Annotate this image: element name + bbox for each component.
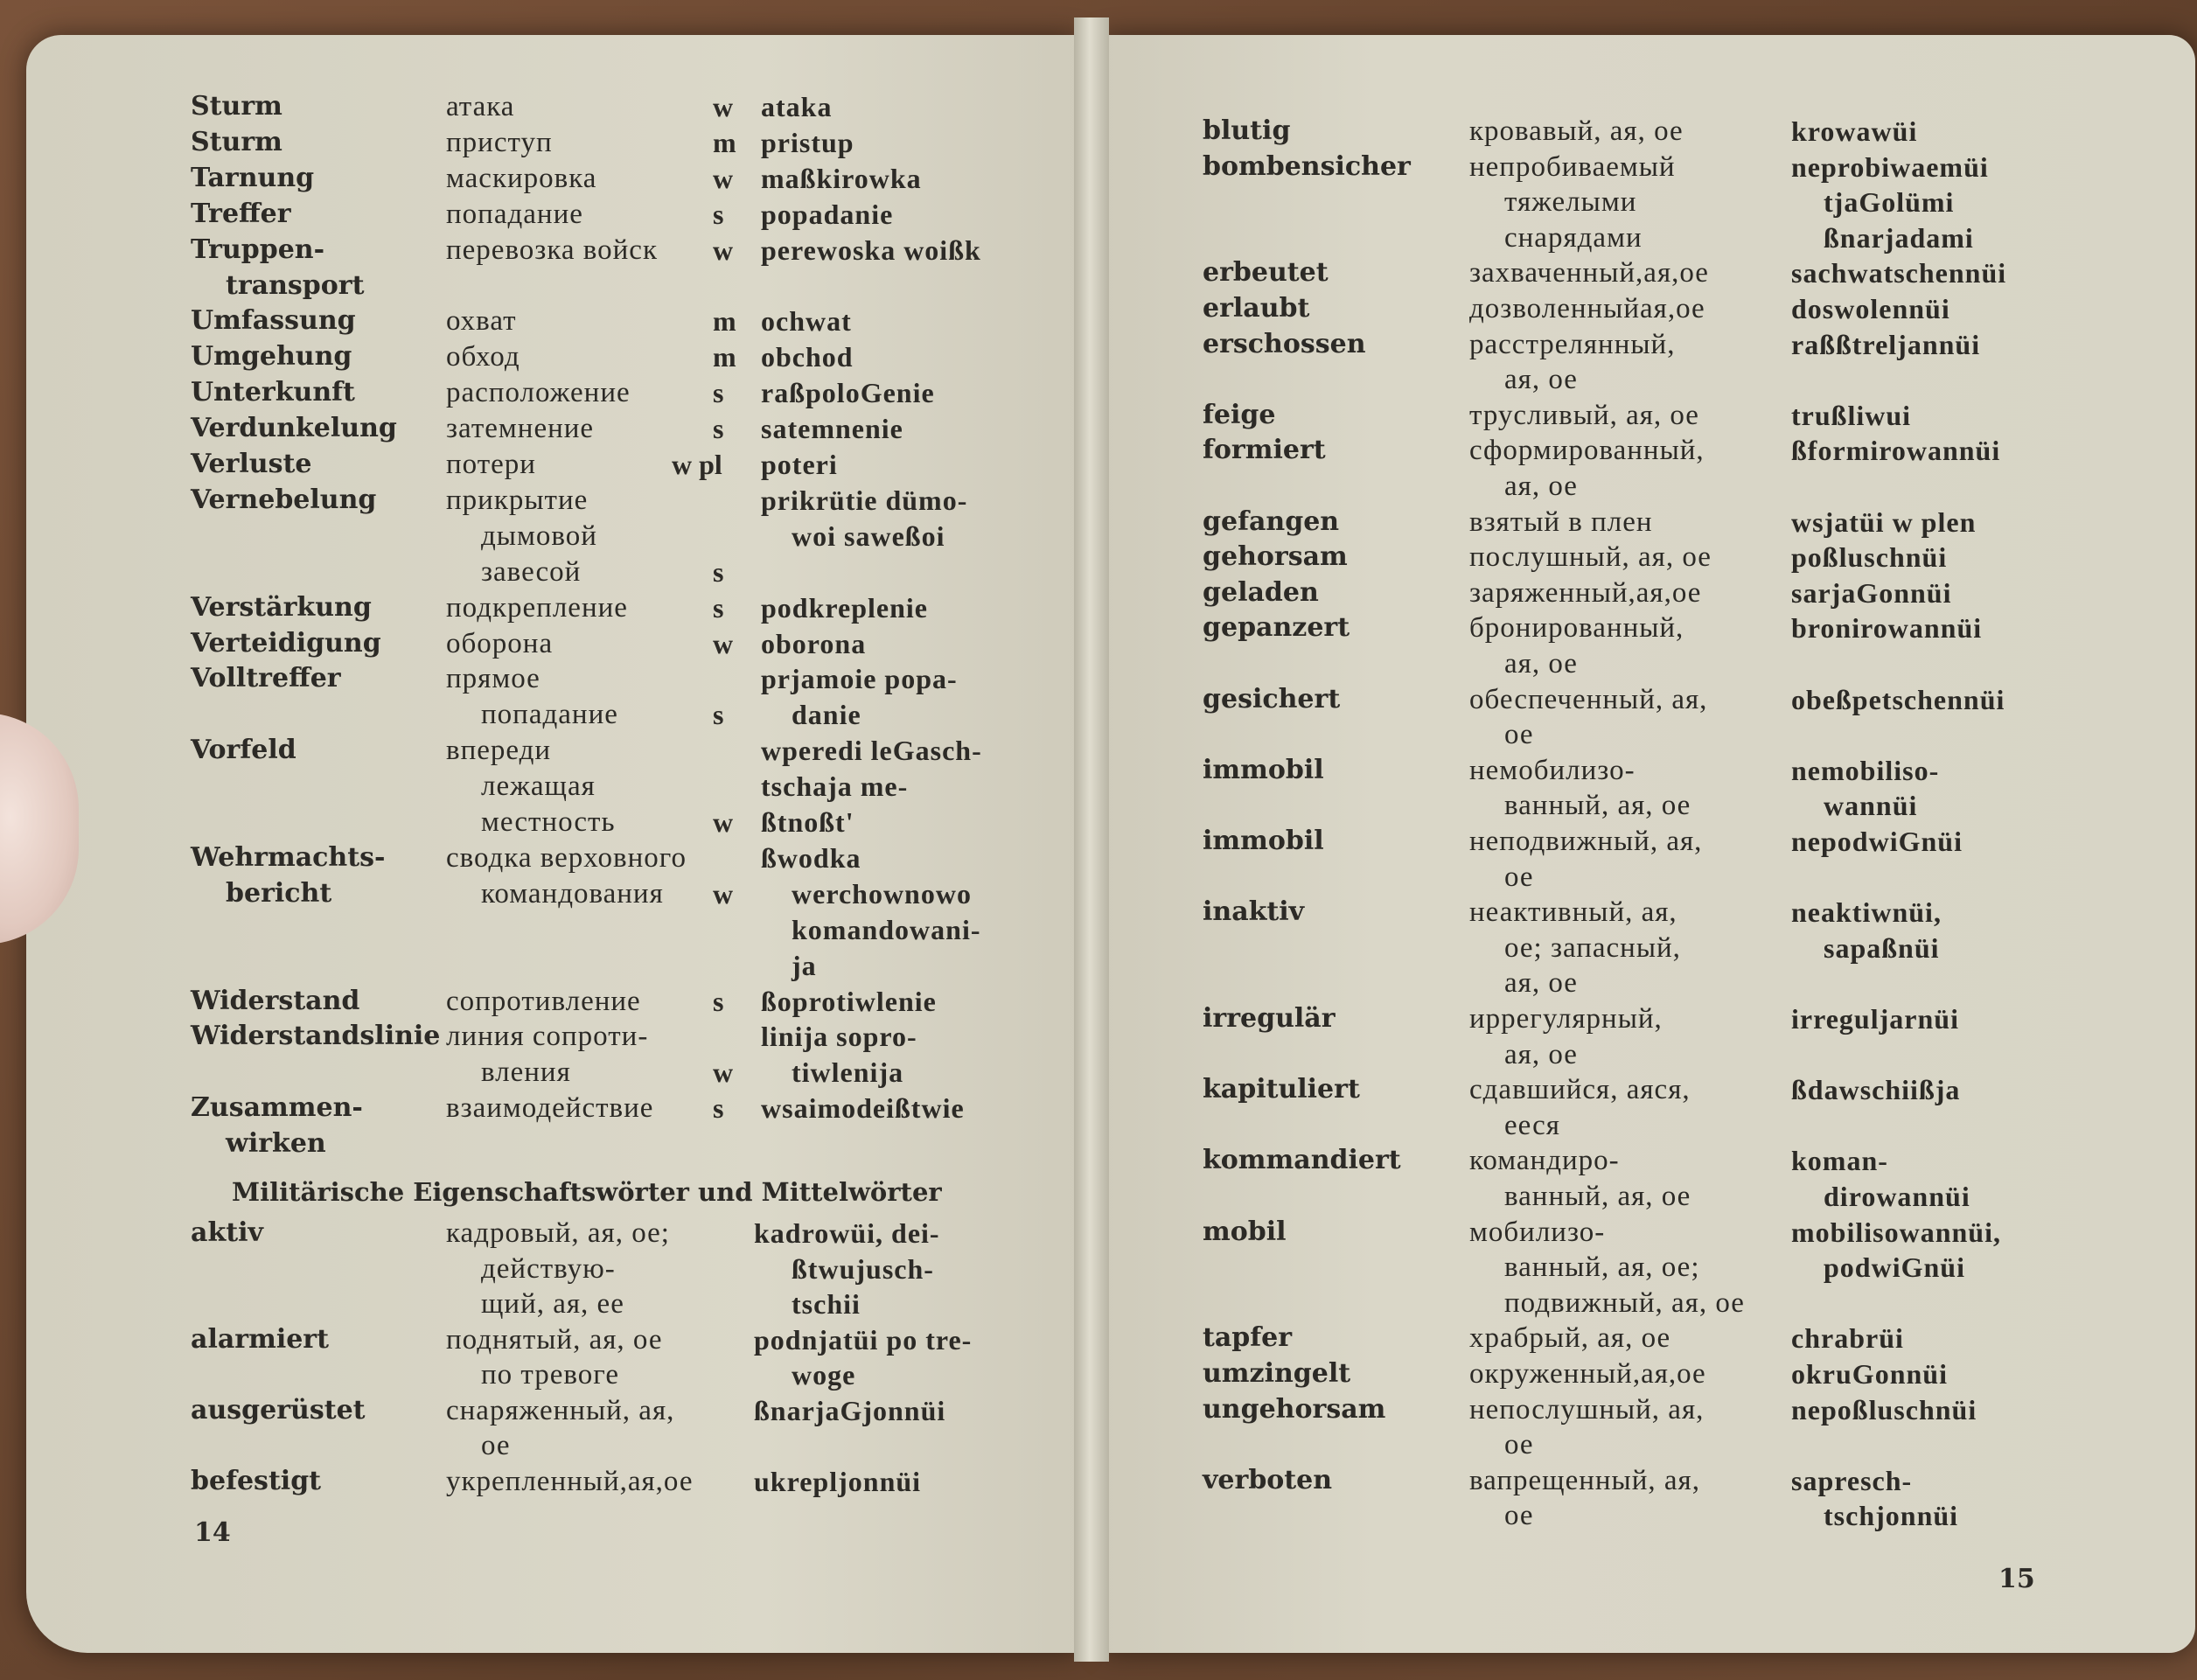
transliteration: perewoska woißk [761, 234, 981, 266]
russian-term: попадание [481, 699, 618, 731]
transliteration: linija sopro- [761, 1021, 917, 1053]
transliteration: woi saweßoi [792, 519, 945, 552]
transliteration: oborona [761, 627, 867, 659]
gender-marker: s [713, 1092, 724, 1125]
transliteration: ukrepljonnüi [754, 1465, 922, 1497]
german-term: Verstärkung [191, 591, 372, 623]
german-term: Volltreffer [191, 663, 341, 694]
transliteration: mobilisowannüi, [1791, 1216, 2001, 1248]
russian-term: ое [1504, 861, 1534, 893]
gender-marker: w [713, 627, 734, 659]
russian-term: неактивный, ая, [1469, 896, 1677, 929]
german-term: wirken [226, 1128, 326, 1160]
transliteration: sapaßnüi [1824, 931, 1940, 964]
russian-term: взаимодействие [446, 1092, 654, 1125]
transliteration: podnjatüi po tre- [754, 1323, 973, 1356]
german-term: irregulär [1203, 1003, 1336, 1034]
german-term: befestigt [191, 1465, 322, 1496]
transliteration: komandowani- [792, 913, 981, 945]
transliteration: sapresch- [1791, 1464, 1913, 1496]
german-term: kommandiert [1203, 1145, 1401, 1176]
german-term: transport [226, 269, 365, 301]
russian-term: лежащая [481, 770, 596, 803]
russian-term: послушный, ая, ое [1469, 541, 1712, 574]
german-term: Verdunkelung [191, 413, 397, 444]
transliteration: woge [792, 1359, 856, 1391]
russian-term: ая, ое [1504, 1038, 1578, 1070]
russian-term: расстрелянный, [1469, 328, 1676, 360]
transliteration: obeßpetschennüi [1791, 683, 2005, 715]
russian-term: ая, ое [1504, 648, 1578, 680]
german-term: tapfer [1203, 1322, 1293, 1354]
russian-term: ое [1504, 1500, 1534, 1532]
german-term: Widerstandslinie [191, 1021, 441, 1052]
russian-term: вапрещенный, ая, [1469, 1464, 1700, 1496]
transliteration: nepodwiGnüi [1791, 826, 1963, 857]
russian-term: снаряженный, ая, [446, 1394, 675, 1426]
german-term: gefangen [1203, 505, 1340, 537]
gender-marker: w [713, 806, 734, 838]
russian-term: оборона [446, 627, 554, 659]
russian-term: прикрытие [446, 484, 589, 516]
transliteration: krowawüi [1791, 115, 1918, 147]
gender-marker: m [713, 341, 736, 373]
russian-term: ая, ое [1504, 967, 1578, 1000]
russian-term: ое; запасный, [1504, 931, 1681, 964]
russian-term: командиро- [1469, 1145, 1620, 1177]
gender-marker: w [713, 234, 734, 266]
russian-term: потери [446, 449, 536, 480]
gender-marker: s [713, 591, 724, 624]
transliteration: wperedi leGasch- [761, 735, 982, 767]
russian-term: попадание [446, 198, 583, 230]
german-term: inaktiv [1203, 896, 1305, 928]
german-term: kapituliert [1203, 1074, 1360, 1105]
russian-term: завесой [481, 555, 582, 588]
russian-term: ванный, ая, ое; [1504, 1251, 1700, 1284]
german-term: Sturm [191, 91, 282, 122]
transliteration: ßdawschiißja [1791, 1074, 1961, 1106]
transliteration: wsjatüi w plen [1791, 505, 1977, 538]
german-term: Vorfeld [191, 735, 296, 766]
russian-term: кадровый, ая, ое; [446, 1217, 670, 1249]
transliteration: trußliwui [1791, 399, 1912, 431]
german-term: bombensicher [1203, 150, 1411, 182]
russian-term: дозволенныйая,ое [1469, 293, 1705, 324]
russian-term: подвижный, ая, ое [1504, 1286, 1745, 1319]
russian-term: ое [481, 1430, 511, 1461]
transliteration: ßnarjaGjonnüi [754, 1394, 946, 1426]
transliteration: wsaimodeißtwie [761, 1092, 965, 1125]
german-term: Vernebelung [191, 484, 377, 515]
russian-term: заряженный,ая,ое [1469, 576, 1702, 609]
russian-term: командования [481, 877, 664, 910]
gender-marker: w pl [672, 449, 722, 480]
transliteration: tschii [792, 1288, 861, 1320]
russian-term: снарядами [1504, 221, 1643, 254]
german-term: gesichert [1203, 683, 1341, 715]
russian-term: впереди [446, 735, 552, 767]
german-term: Wehrmachts- [191, 841, 386, 873]
transliteration: koman- [1791, 1145, 1888, 1177]
russian-term: сдавшийся, аяся, [1469, 1074, 1691, 1106]
transliteration: pristup [761, 126, 854, 158]
transliteration: wannüi [1824, 790, 1918, 822]
german-term: ungehorsam [1203, 1393, 1386, 1425]
german-term: Unterkunft [191, 377, 355, 408]
german-term: Umgehung [191, 341, 352, 373]
german-term: alarmiert [191, 1323, 329, 1355]
german-term: gepanzert [1203, 612, 1350, 644]
transliteration: tjaGolümi [1824, 186, 1955, 219]
german-term: Sturm [191, 126, 282, 157]
transliteration: ochwat [761, 305, 852, 338]
russian-term: окруженный,ая,ое [1469, 1358, 1706, 1390]
russian-term: иррегулярный, [1469, 1003, 1663, 1035]
russian-term: действую- [481, 1252, 616, 1285]
transliteration: sachwatschennüi [1791, 257, 2007, 289]
transliteration: podwiGnüi [1824, 1251, 1965, 1284]
russian-term: линия сопроти- [446, 1021, 649, 1053]
transliteration: okruGonnüi [1791, 1358, 1948, 1390]
transliteration: tschjonnüi [1824, 1500, 1959, 1532]
german-term: Tarnung [191, 162, 315, 193]
russian-term: мобилизо- [1469, 1216, 1606, 1248]
gender-marker: s [713, 985, 724, 1017]
russian-term: бронированный, [1469, 612, 1684, 645]
german-term: erlaubt [1203, 293, 1310, 324]
russian-term: ое [1504, 1429, 1534, 1461]
transliteration: chrabrüi [1791, 1322, 1904, 1355]
transliteration: dirowannüi [1824, 1181, 1970, 1212]
german-term: geladen [1203, 576, 1319, 608]
german-term: gehorsam [1203, 541, 1348, 573]
german-term: Verluste [191, 449, 312, 479]
german-term: ausgerüstet [191, 1394, 366, 1426]
russian-term: храбрый, ая, ое [1469, 1322, 1671, 1355]
russian-term: затемнение [446, 413, 595, 445]
german-term: Treffer [191, 198, 291, 229]
transliteration: ßtnoßt' [761, 806, 854, 838]
transliteration: prikrütie dümo- [761, 484, 968, 516]
transliteration: irreguljarnüi [1791, 1003, 1959, 1035]
transliteration: kadrowüi, dei- [754, 1217, 940, 1249]
transliteration: ßformirowannüi [1791, 435, 2001, 467]
transliteration: ßoprotiwlenie [761, 985, 937, 1017]
russian-term: взятый в плен [1469, 505, 1653, 538]
gender-marker: s [713, 377, 724, 409]
russian-term: вления [481, 1056, 571, 1089]
transliteration: poteri [761, 449, 838, 480]
transliteration: ja [792, 949, 817, 981]
russian-term: охват [446, 305, 517, 338]
german-term: erschossen [1203, 328, 1366, 359]
russian-term: перевозка войск [446, 234, 658, 266]
russian-term: тяжелыми [1504, 186, 1637, 219]
transliteration: nepoßluschnüi [1791, 1393, 1977, 1426]
transliteration: ßnarjadami [1824, 221, 1974, 254]
gender-marker: s [713, 413, 724, 445]
russian-term: обход [446, 341, 520, 373]
russian-term: ванный, ая, ое [1504, 1181, 1691, 1212]
transliteration: maßkirowka [761, 162, 922, 194]
transliteration: bronirowannüi [1791, 612, 1983, 645]
gender-marker: s [713, 555, 724, 588]
german-term: bericht [226, 877, 332, 909]
german-term: Umfassung [191, 305, 356, 337]
gender-marker: m [713, 126, 736, 158]
russian-term: прямое [446, 663, 541, 695]
german-term: Zusammen- [191, 1092, 363, 1124]
russian-term: сопротивление [446, 985, 641, 1017]
transliteration: raßßtreljannüi [1791, 328, 1981, 360]
gender-marker: w [713, 877, 734, 910]
russian-term: немобилизо- [1469, 754, 1636, 786]
russian-term: сводка верховного [446, 841, 687, 874]
russian-term: ванный, ая, ое [1504, 790, 1691, 822]
german-term: mobil [1203, 1216, 1287, 1247]
transliteration: popadanie [761, 198, 894, 230]
german-term: immobil [1203, 754, 1324, 785]
german-term: Verteidigung [191, 627, 381, 659]
transliteration: prjamoie popa- [761, 663, 958, 695]
transliteration: doswolennüi [1791, 293, 1950, 324]
gender-marker: w [713, 1056, 734, 1089]
russian-term: трусливый, ая, ое [1469, 399, 1699, 431]
russian-term: обеспеченный, ая, [1469, 683, 1708, 715]
transliteration: ataka [761, 91, 833, 122]
german-term: aktiv [191, 1217, 263, 1248]
russian-term: атака [446, 91, 515, 122]
transliteration: tiwlenija [792, 1056, 904, 1089]
transliteration: nemobiliso- [1791, 754, 1940, 786]
transliteration: podkreplenie [761, 591, 928, 624]
russian-term: непробиваемый [1469, 150, 1676, 183]
german-term: umzingelt [1203, 1358, 1351, 1389]
german-term: verboten [1203, 1464, 1333, 1495]
german-term: formiert [1203, 435, 1326, 466]
page-number-right: 15 [1998, 1564, 2035, 1594]
german-term: blutig [1203, 115, 1291, 146]
transliteration: danie [792, 699, 861, 731]
russian-term: неподвижный, ая, [1469, 826, 1703, 857]
russian-term: укрепленный,ая,ое [446, 1465, 694, 1497]
russian-term: ееся [1504, 1109, 1560, 1141]
russian-term: ое [1504, 719, 1534, 751]
russian-term: ая, ое [1504, 471, 1578, 502]
transliteration: poßluschnüi [1791, 541, 1948, 574]
russian-term: приступ [446, 126, 553, 158]
gender-marker: m [713, 305, 736, 338]
transliteration: tschaja me- [761, 770, 909, 803]
russian-term: маскировка [446, 162, 597, 194]
german-term: immobil [1203, 826, 1324, 856]
russian-term: кровавый, ая, ое [1469, 115, 1684, 147]
gender-marker: s [713, 198, 724, 230]
transliteration: neprobiwaemüi [1791, 150, 1989, 183]
transliteration: obchod [761, 341, 854, 373]
transliteration: ßwodka [761, 841, 861, 874]
russian-term: сформированный, [1469, 435, 1705, 467]
page-number-left: 14 [194, 1517, 231, 1548]
russian-term: дымовой [481, 519, 597, 552]
russian-term: по тревоге [481, 1359, 619, 1391]
german-term: erbeutet [1203, 257, 1329, 289]
german-term: Widerstand [191, 985, 360, 1016]
section-heading: Militärische Eigenschaftswörter und Mittelwörter [232, 1177, 942, 1207]
gender-marker: w [713, 162, 734, 194]
russian-term: местность [481, 806, 616, 838]
transliteration: werchownowo [792, 877, 972, 910]
german-term: Truppen- [191, 234, 325, 265]
transliteration: satemnenie [761, 413, 903, 445]
russian-term: поднятый, ая, ое [446, 1323, 663, 1356]
russian-term: ая, ое [1504, 364, 1578, 396]
gender-marker: w [713, 91, 734, 122]
russian-term: непослушный, ая, [1469, 1393, 1705, 1426]
transliteration: sarjaGonnüi [1791, 576, 1952, 609]
russian-term: расположение [446, 377, 631, 409]
german-term: feige [1203, 399, 1276, 430]
russian-term: захваченный,ая,ое [1469, 257, 1709, 289]
transliteration: raßpoloGenie [761, 377, 935, 409]
gender-marker: s [713, 699, 724, 731]
russian-term: щий, ая, ее [481, 1288, 624, 1320]
transliteration: ßtwujusch- [792, 1252, 934, 1285]
transliteration: neaktiwnüi, [1791, 896, 1942, 929]
russian-term: подкрепление [446, 591, 628, 624]
